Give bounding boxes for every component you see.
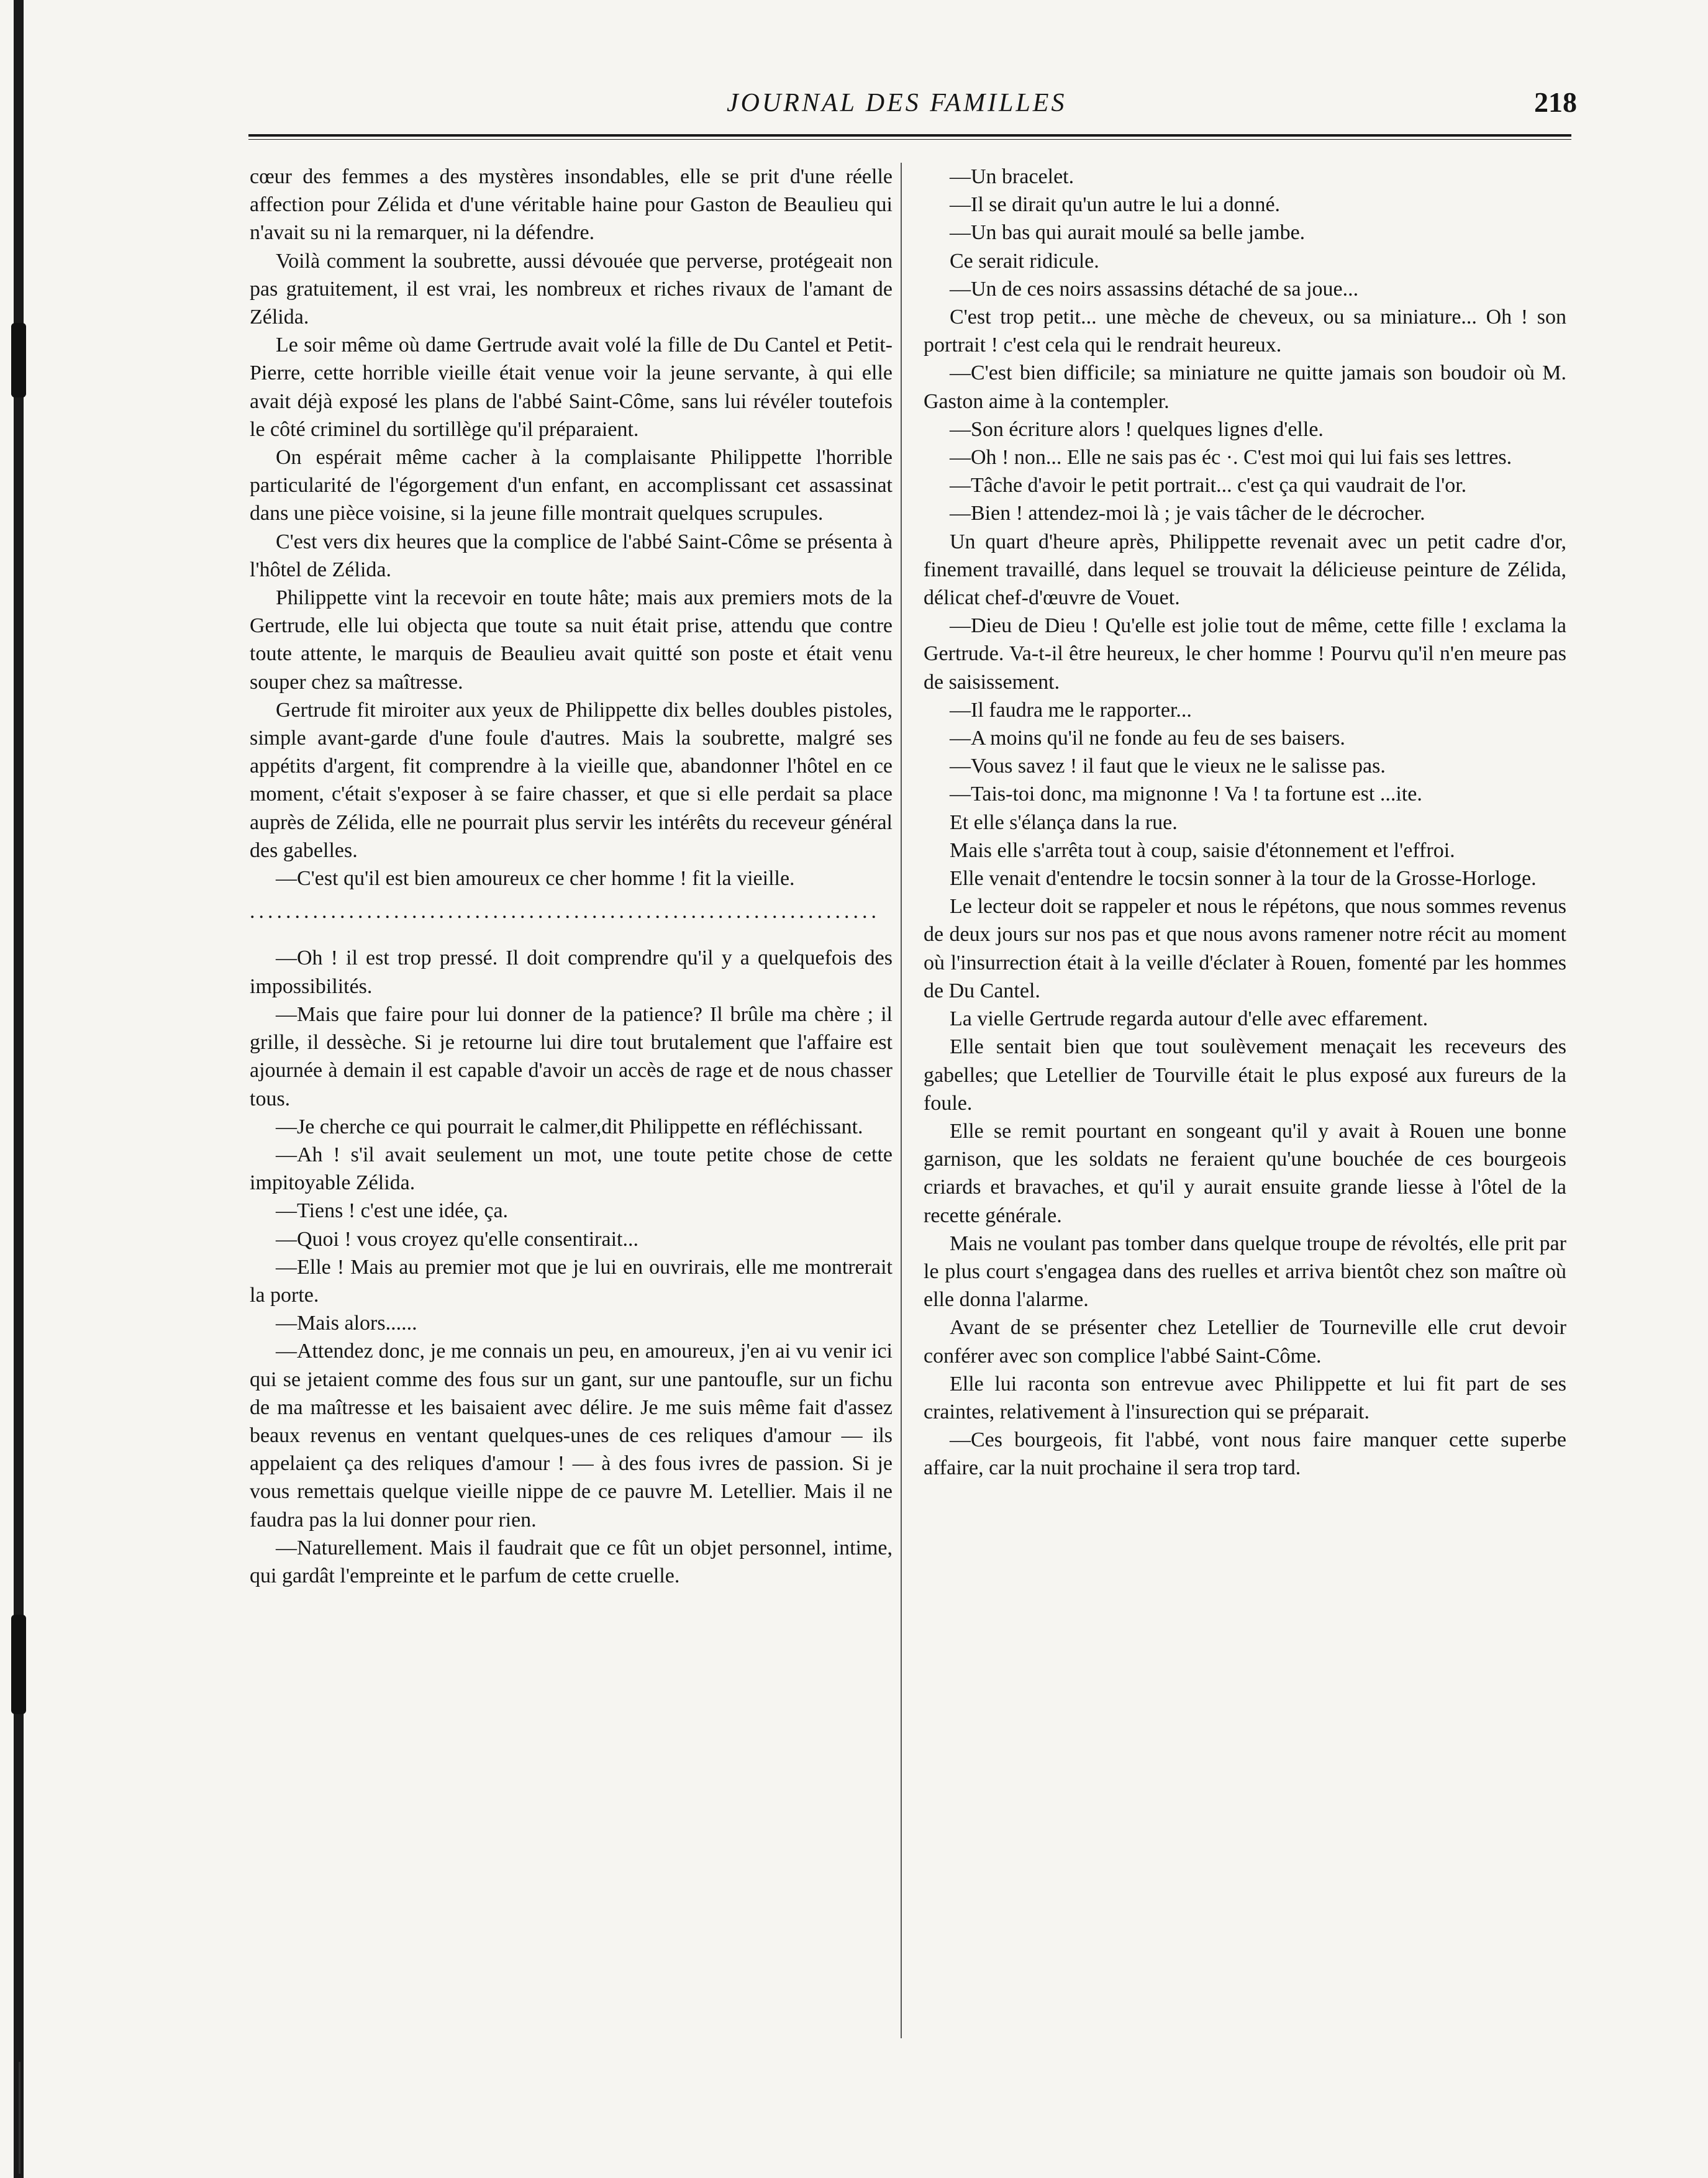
paragraph: Un quart d'heure après, Philippette revenait avec un petit cadre d'or, finement travaillé, dans lequel se trouvait la délicieuse peinture de Zélida, délicat chef-d'œuvre de Vouet. (924, 530, 1566, 610)
paragraph: —Oh ! il est trop pressé. Il doit comprendre qu'il y a quelquefois des impossibilités. (250, 946, 893, 998)
header-rule (248, 134, 1571, 137)
paragraph: On espérait même cacher à la complaisante Philippette l'horrible particularité de l'égorgement d'un enfant, en accomplissant cet assassinat dans une pièce voisine, si la jeune fille montrait quelques scrupules. (250, 446, 893, 525)
paragraph: Philippette vint la recevoir en toute hâte; mais aux premiers mots de la Gertrude, elle lui objecta que toute sa nuit était prise, attendu que contre toute attente, le marquis de Beaulieu avait quitté son poste et était venu souper chez sa maîtresse. (250, 586, 893, 694)
paragraph: Le soir même où dame Gertrude avait volé la fille de Du Cantel et Petit-Pierre, cette horrible vieille était venue voir la jeune servante, à qui elle avait déjà exposé les plans de l'abbé Saint-Côme, sans lui révéler toutefois le côté criminel du sortillège qu'il préparaient. (250, 334, 893, 441)
paragraph: Elle se remit pourtant en songeant qu'il y avait à Rouen une bonne garnison, que les soldats ne feraient qu'une bouchée de ces bourgeois criards et bravaches, et qu'il y aurait ensuite grande liesse à l'ôtel de la recette générale. (924, 1119, 1566, 1227)
paragraph: —Tâche d'avoir le petit portrait... c'est ça qui vaudrait de l'or. (950, 474, 1467, 497)
paragraph: C'est vers dix heures que la complice de l'abbé Saint-Côme se présenta à l'hôtel de Zélida. (250, 530, 893, 581)
right-column (924, 163, 1566, 1482)
paragraph: —Mais que faire pour lui donner de la patience? Il brûle ma chère ; il grille, il dessèche. Si je retourne lui dire tout brutalement que l'affaire est ajournée à demain il est capable d'avoir un accès de rage et de nous chasser tous. (250, 1002, 893, 1110)
binding-tail (19, 2062, 20, 2174)
paragraph: —Je cherche ce qui pourrait le calmer,dit Philippette en réfléchissant. (276, 1115, 863, 1138)
paragraph: —Oh ! non... Elle ne sais pas éc ·. C'est moi qui lui fais ses lettres. (950, 446, 1512, 470)
paragraph: —Un de ces noirs assassins détaché de sa joue... (950, 277, 1359, 301)
paragraph: —Ces bourgeois, fit l'abbé, vont nous faire manquer cette superbe affaire, car la nuit prochaine il sera trop tard. (924, 1428, 1566, 1480)
paragraph: —Elle ! Mais au premier mot que je lui en ouvrirais, elle me montrerait la porte. (250, 1255, 893, 1307)
section-separator: ...................................................................... (250, 900, 880, 923)
paragraph: —Il se dirait qu'un autre le lui a donné. (950, 193, 1281, 217)
journal-title: JOURNAL DES FAMILLES (727, 89, 1067, 117)
header-rule-thin (248, 139, 1571, 140)
paragraph: Ce serait ridicule. (950, 249, 1099, 273)
paragraph: —Dieu de Dieu ! Qu'elle est jolie tout de même, cette fille ! exclama la Gertrude. Va-t-il être heureux, le cher homme ! Pourvu qu'il n'en meure pas de saisissement. (924, 614, 1566, 694)
page-number: 218 (1534, 86, 1577, 118)
paragraph: —Ah ! s'il avait seulement un mot, une toute petite chose de cette impitoyable Zélida. (250, 1143, 893, 1195)
paragraph: Et elle s'élança dans la rue. (950, 810, 1178, 834)
paragraph: Elle lui raconta son entrevue avec Philippette et lui fit part de ses craintes, relativement à l'insurection qui se préparait. (924, 1372, 1566, 1423)
binding-notch (11, 323, 26, 397)
paragraph: cœur des femmes a des mystères insondables, elle se prit d'une réelle affection pour Zélida et d'une véritable haine pour Gaston de Beaulieu qui n'avait su ni la remarquer, ni la défendre. (250, 165, 893, 245)
paragraph: Elle venait d'entendre le tocsin sonner à la tour de la Grosse-Horloge. (950, 867, 1537, 891)
paragraph: —Un bas qui aurait moulé sa belle jambe. (950, 221, 1306, 245)
column-divider (901, 163, 902, 2038)
paragraph: —Son écriture alors ! quelques lignes d'elle. (950, 417, 1324, 441)
paragraph: Gertrude fit miroiter aux yeux de Philippette dix belles doubles pistoles, simple avant-garde d'une foule d'autres. Mais la soubrette, malgré ses appétits d'argent, fit comprendre à la vieille que, abandonner l'hôtel en ce moment, c'était s'exposer à se faire chasser, et que si elle perdait sa place auprès de Zélida, elle ne pourrait plus servir les intérêts du receveur général des gabelles. (250, 698, 893, 862)
paragraph: —Tais-toi donc, ma mignonne ! Va ! ta fortune est ...ite. (950, 783, 1422, 806)
paragraph: —Vous savez ! il faut que le vieux ne le salisse pas. (950, 755, 1386, 778)
paragraph: —Quoi ! vous croyez qu'elle consentirait... (276, 1227, 638, 1251)
paragraph: —Naturellement. Mais il faudrait que ce fût un objet personnel, intime, qui gardât l'empreinte et le parfum de cette cruelle. (250, 1536, 893, 1587)
paragraph: Elle sentait bien que tout soulèvement menaçait les receveurs des gabelles; que Letellier de Tourville était le plus exposé aux fureurs de la foule. (924, 1035, 1566, 1115)
paragraph: —Bien ! attendez-moi là ; je vais tâcher de le décrocher. (950, 502, 1425, 525)
paragraph: —C'est bien difficile; sa miniature ne quitte jamais son boudoir où M. Gaston aime à la contempler. (924, 361, 1566, 413)
paragraph: —Tiens ! c'est une idée, ça. (276, 1199, 509, 1223)
left-column (250, 163, 893, 1590)
paragraph: —Un bracelet. (950, 165, 1074, 188)
binding-notch (11, 1615, 26, 1714)
paragraph: La vielle Gertrude regarda autour d'elle avec effarement. (950, 1007, 1429, 1031)
paragraph: Avant de se présenter chez Letellier de Tourneville elle crut devoir conférer avec son complice l'abbé Saint-Côme. (924, 1316, 1566, 1368)
paragraph: Mais elle s'arrêta tout à coup, saisie d'étonnement et l'effroi. (950, 838, 1455, 862)
paragraph: Mais ne voulant pas tomber dans quelque troupe de révoltés, elle prit par le plus court s'engagea dans des ruelles et arriva bientôt chez son maître où elle donna l'alarme. (924, 1232, 1566, 1312)
paragraph: —Il faudra me le rapporter... (950, 698, 1192, 722)
paragraph: Voilà comment la soubrette, aussi dévouée que perverse, protégeait non pas gratuitement, il est vrai, les nombreux et riches rivaux de l'amant de Zélida. (250, 249, 893, 329)
paragraph: —C'est qu'il est bien amoureux ce cher homme ! fit la vieille. (276, 867, 795, 891)
paragraph: Le lecteur doit se rappeler et nous le répétons, que nous sommes revenus de deux jours sur nos pas et que nous avons ramener notre récit au moment où l'insurrection était à la veille d'éclater à Rouen, fomenté par les hommes de Du Cantel. (924, 895, 1566, 1002)
paragraph: C'est trop petit... une mèche de cheveux, ou sa miniature... Oh ! son portrait ! c'est cela qui le rendrait heureux. (924, 306, 1566, 357)
paragraph: —Mais alors...... (276, 1312, 417, 1335)
paragraph: —Attendez donc, je me connais un peu, en amoureux, j'en ai vu venir ici qui se jetaient comme des fous sur un gant, sur une pantoufle, sur un fichu de ma maîtresse et les baisaient avec délire. Je me suis même fait d'assez beaux revenus en ventant quelques-unes de ces reliques d'amour — ils appelaient ça des reliques d'amour ! — à des fous ivres de passion. Si je vous remettais quelque vieille nippe de ce pauvre M. Letellier. Mais il ne faudra pas la lui donner pour rien. (250, 1340, 893, 1531)
paragraph: —A moins qu'il ne fonde au feu de ses baisers. (950, 727, 1345, 750)
